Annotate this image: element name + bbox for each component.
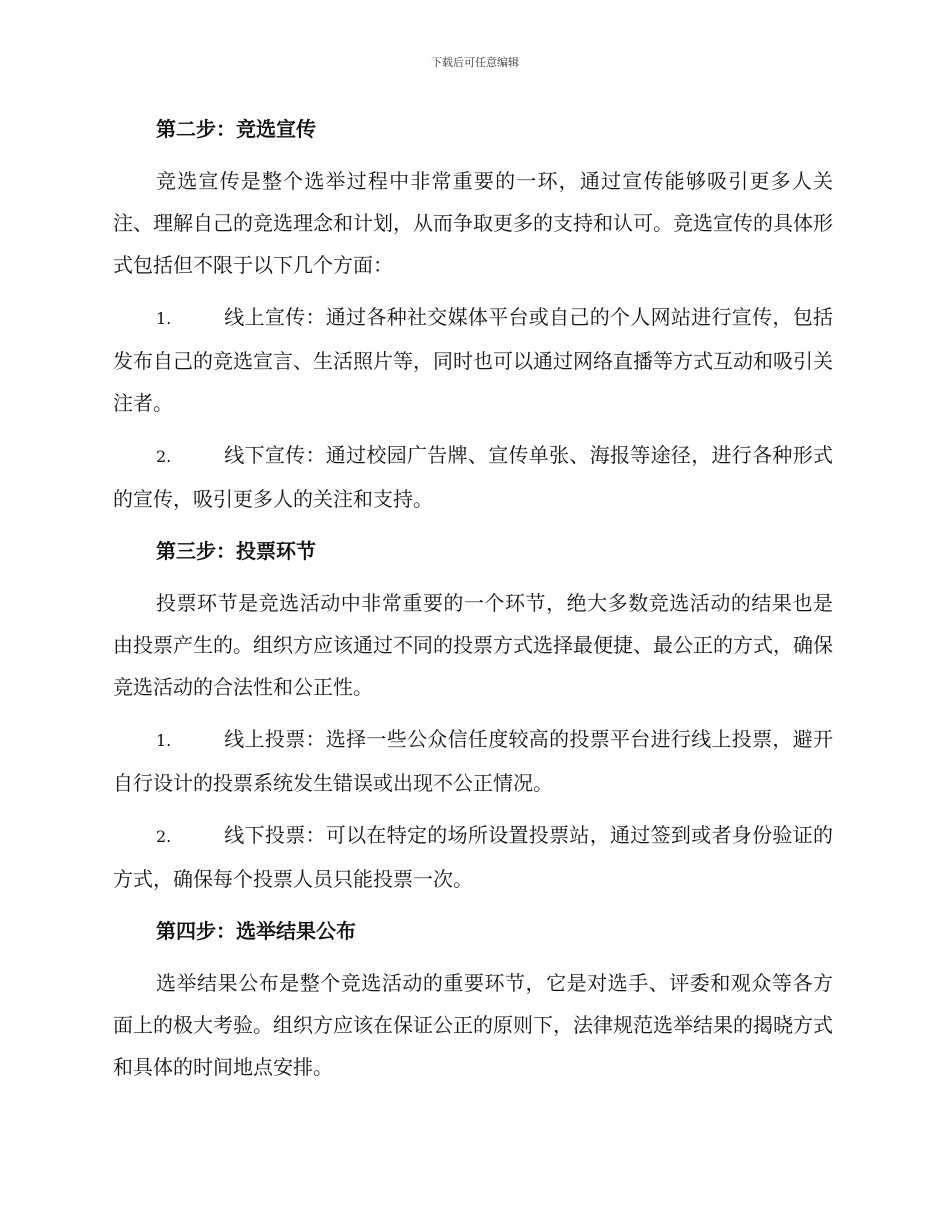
section-intro: 竞选宣传是整个选举过程中非常重要的一环，通过宣传能够吸引更多人关注、理解自己的竞选理念和计划，从而争取更多的支持和认可。竞选宣传的具体形式包括但不限于以下几个方面： xyxy=(113,169,833,277)
list-item-text: 线下投票：可以在特定的场所设置投票站，通过签到或者身份验证的方式，确保每个投票人员只能投票一次。 xyxy=(113,823,833,891)
section-heading: 第三步：投票环节 xyxy=(156,539,316,563)
list-item xyxy=(113,434,833,520)
section-step-four xyxy=(113,910,833,1088)
list-item-text: 线下宣传：通过校园广告牌、宣传单张、海报等途径，进行各种形式的宣传，吸引更多人的关注和支持。 xyxy=(113,443,833,511)
list-item-text: 线上宣传：通过各种社交媒体平台或自己的个人网站进行宣传，包括发布自己的竞选宣言、生活照片等，同时也可以通过网络直播等方式互动和吸引关注者。 xyxy=(113,305,833,415)
list-item-number: 1. xyxy=(156,731,172,750)
list-item xyxy=(113,718,833,804)
section-step-three xyxy=(113,530,833,900)
list-item-number: 2. xyxy=(156,827,172,846)
section-heading: 第二步：竞选宣传 xyxy=(156,117,316,141)
section-intro: 选举结果公布是整个竞选活动的重要环节，它是对选手、评委和观众等各方面上的极大考验。组织方应该在保证公正的原则下，法律规范选举结果的揭晓方式和具体的时间地点安排。 xyxy=(113,971,833,1079)
list-item-number: 2. xyxy=(156,447,172,466)
list-item-number: 1. xyxy=(156,309,172,328)
list-item-text: 线上投票：选择一些公众信任度较高的投票平台进行线上投票，避开自行设计的投票系统发生错误或出现不公正情况。 xyxy=(113,727,833,795)
header-note: 下载后可任意编辑 xyxy=(431,56,519,69)
section-heading: 第四步：选举结果公布 xyxy=(156,919,356,943)
section-step-two xyxy=(113,108,833,520)
list-item xyxy=(113,814,833,900)
document-body xyxy=(113,108,833,1098)
section-intro: 投票环节是竞选活动中非常重要的一个环节，绝大多数竞选活动的结果也是由投票产生的。组织方应该通过不同的投票方式选择最便捷、最公正的方式，确保竞选活动的合法性和公正性。 xyxy=(113,591,833,699)
list-item xyxy=(113,296,833,424)
